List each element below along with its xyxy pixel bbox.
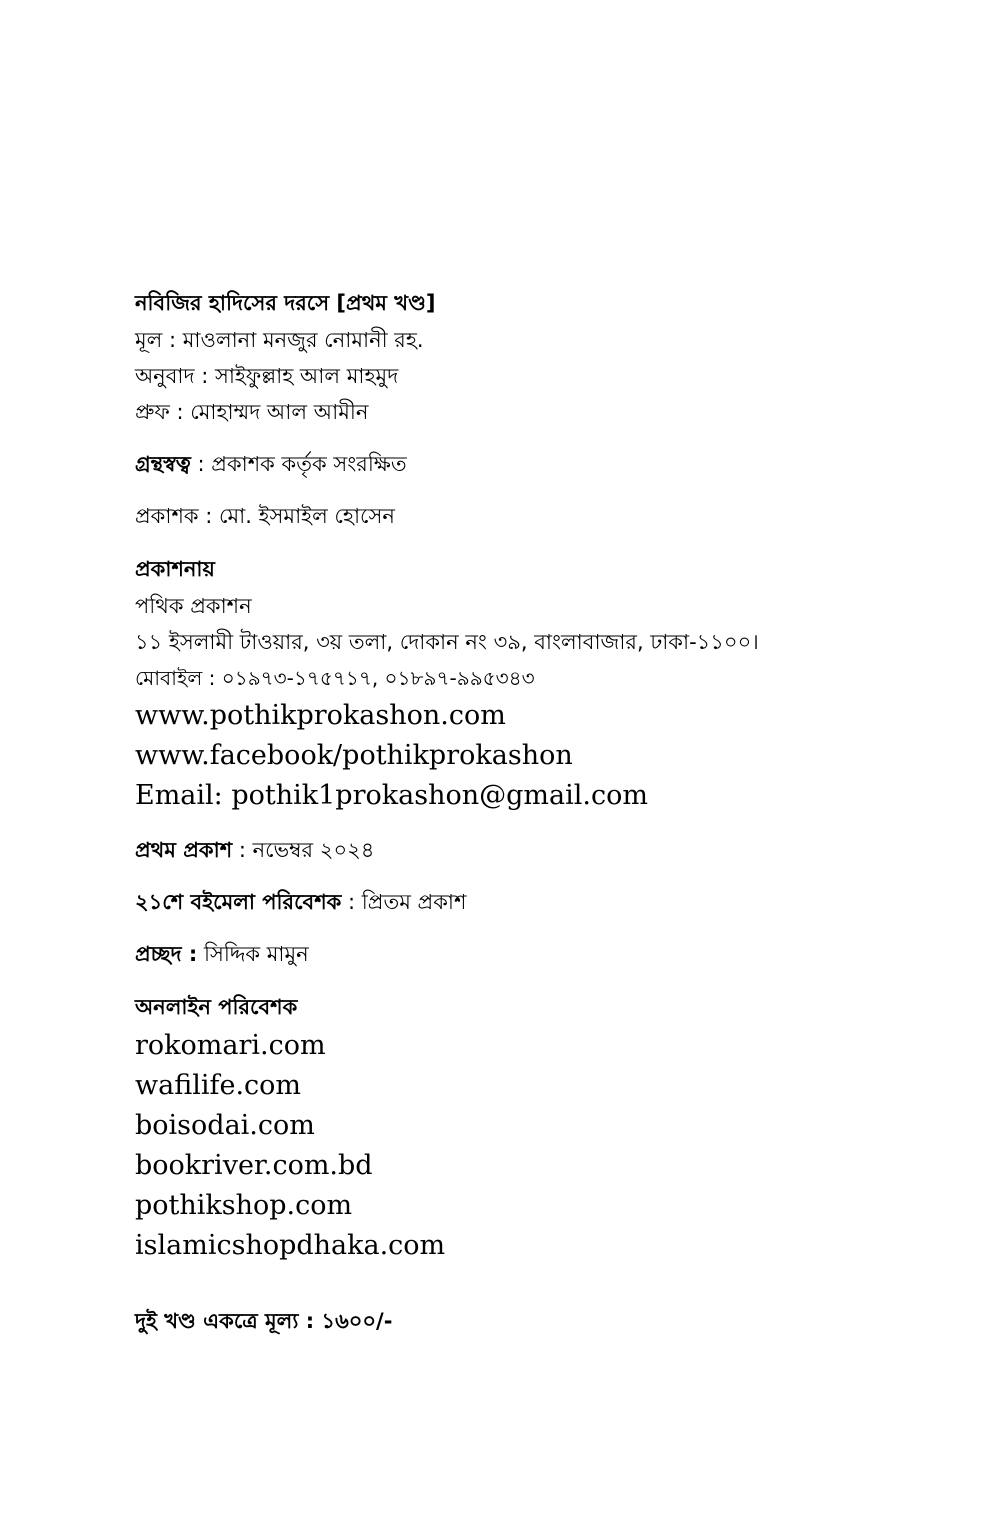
first-edition-label: প্রথম প্রকাশ xyxy=(135,838,233,862)
cover-line xyxy=(135,936,935,972)
cover-label: প্রচ্ছদ : xyxy=(135,942,198,966)
online-site-item: rokomari.com xyxy=(135,1030,326,1061)
online-site-item: boisodai.com xyxy=(135,1110,315,1141)
online-site-item: pothikshop.com xyxy=(135,1190,353,1221)
credit-translation: অনুবাদ : সাইফুল্লাহ আল মাহমুদ xyxy=(135,364,399,388)
credit-proof: প্রুফ : মোহাম্মদ আল আমীন xyxy=(135,400,369,424)
price-line: দুই খণ্ড একত্রে মূল্য : ১৬০০/- xyxy=(135,1309,393,1333)
publisher-name: পথিক প্রকাশন xyxy=(135,594,252,618)
publishing-heading: প্রকাশনায় xyxy=(135,557,215,581)
book-title: নবিজির হাদিসের দরসে [প্রথম খণ্ড] xyxy=(135,291,436,315)
online-heading: অনলাইন পরিবেশক xyxy=(135,995,298,1019)
online-site-item: bookriver.com.bd xyxy=(135,1150,373,1181)
credit-original: মূল : মাওলানা মনজুর নোমানী রহ. xyxy=(135,328,424,352)
copyright-label: গ্রন্থস্বত্ব xyxy=(135,452,191,476)
first-edition-value: : নভেম্বর ২০২৪ xyxy=(232,838,375,862)
online-site-list xyxy=(135,1026,935,1266)
book-fair-label: ২১শে বইমেলা পরিবেশক xyxy=(135,890,342,914)
publisher-address: ১১ ইসলামী টাওয়ার, ৩য় তলা, দোকান নং ৩৯, বাংলাবাজার, ঢাকা-১১০০। xyxy=(135,630,759,654)
copyright-line xyxy=(135,446,935,482)
copyright-value: : প্রকাশক কর্তৃক সংরক্ষিত xyxy=(190,452,407,476)
publisher-line: প্রকাশক : মো. ইসমাইল হোসেন xyxy=(135,504,395,528)
online-site-item: islamicshopdhaka.com xyxy=(135,1230,446,1261)
publisher-facebook: www.facebook/pothikprokashon xyxy=(135,740,573,771)
publisher-website: www.pothikprokashon.com xyxy=(135,700,506,731)
publisher-mobile: মোবাইল : ০১৯৭৩-১৭৫৭১৭, ০১৮৯৭-৯৯৫৩৪৩ xyxy=(135,666,535,690)
cover-value: সিদ্দিক মামুন xyxy=(197,942,309,966)
book-fair-value: : প্রিতম প্রকাশ xyxy=(341,890,467,914)
publisher-email: Email: pothik1prokashon@gmail.com xyxy=(135,780,648,811)
first-edition-line xyxy=(135,832,935,868)
book-fair-line xyxy=(135,884,935,920)
imprint-page xyxy=(135,284,935,1340)
online-site-item: wafilife.com xyxy=(135,1070,302,1101)
